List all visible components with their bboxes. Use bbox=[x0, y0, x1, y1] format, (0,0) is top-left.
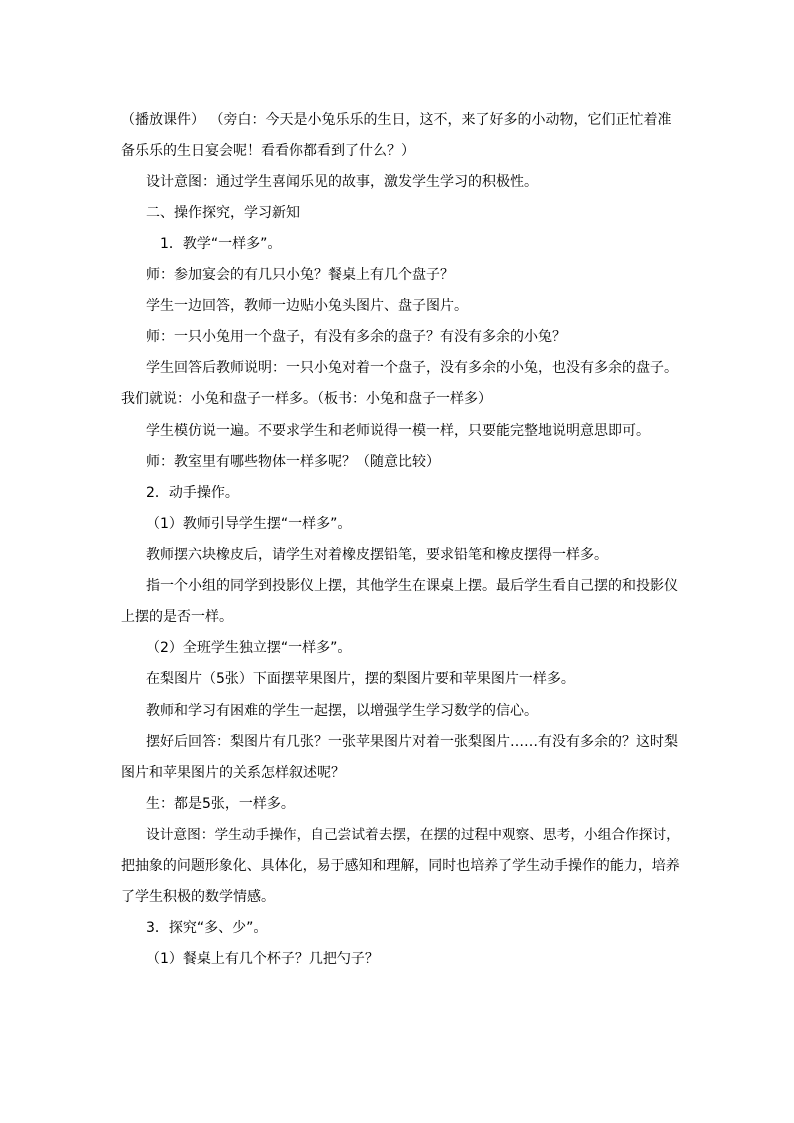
text-line: 师：一只小兔用一个盘子，有没有多余的盘子？有没有多余的小兔？ bbox=[146, 329, 566, 345]
text-line: 了学生积极的数学情感。 bbox=[121, 889, 275, 905]
text-line: 图片和苹果图片的关系怎样叙述呢？ bbox=[121, 765, 345, 781]
text-line: 我们就说：小兔和盘子一样多。（板书：小兔和盘子一样多） bbox=[121, 391, 492, 407]
subsection-heading: 3．探究“多、少”。 bbox=[146, 920, 268, 936]
text-line: （1）教师引导学生摆“一样多”。 bbox=[146, 516, 352, 532]
text-line: 摆好后回答：梨图片有几张？一张苹果图片对着一张梨图片……有没有多余的？这时梨 bbox=[146, 734, 678, 750]
subsection-heading: 2．动手操作。 bbox=[146, 485, 239, 501]
text-line: 师：参加宴会的有几只小兔？餐桌上有几个盘子？ bbox=[146, 267, 454, 283]
text-line: （1）餐桌上有几个杯子？几把勺子？ bbox=[146, 951, 379, 967]
text-line: 生：都是5张，一样多。 bbox=[146, 796, 295, 812]
text-line: 设计意图：通过学生喜闻乐见的故事，激发学生学习的积极性。 bbox=[146, 174, 538, 190]
text-line: 上摆的是否一样。 bbox=[121, 609, 233, 625]
text-line: （播放课件） （旁白：今天是小兔乐乐的生日，这不，来了好多的小动物，它们正忙着准 bbox=[121, 112, 672, 128]
text-line: 设计意图：学生动手操作，自己尝试着去摆，在摆的过程中观察、思考，小组合作探讨， bbox=[146, 827, 680, 843]
section-heading: 二、操作探究，学习新知 bbox=[146, 205, 300, 221]
text-line: 在梨图片（5张）下面摆苹果图片，摆的梨图片要和苹果图片一样多。 bbox=[146, 671, 575, 687]
subsection-heading: 1．教学“一样多”。 bbox=[160, 236, 282, 252]
text-line: 备乐乐的生日宴会呢！看看你都看到了什么？） bbox=[121, 143, 415, 159]
text-line: 学生一边回答，教师一边贴小兔头图片、盘子图片。 bbox=[146, 298, 468, 314]
text-line: 指一个小组的同学到投影仪上摆，其他学生在课桌上摆。最后学生看自己摆的和投影仪 bbox=[146, 578, 678, 594]
text-line: 教师和学习有困难的学生一起摆，以增强学生学习数学的信心。 bbox=[146, 703, 538, 719]
text-line: 学生模仿说一遍。不要求学生和老师说得一模一样，只要能完整地说明意思即可。 bbox=[146, 423, 650, 439]
text-line: 学生回答后教师说明：一只小兔对着一个盘子，没有多余的小兔，也没有多余的盘子。 bbox=[146, 360, 678, 376]
text-line: 教师摆六块橡皮后，请学生对着橡皮摆铅笔，要求铅笔和橡皮摆得一样多。 bbox=[146, 547, 608, 563]
text-line: （2）全班学生独立摆“一样多”。 bbox=[146, 640, 352, 656]
text-line: 把抽象的问题形象化、具体化，易于感知和理解，同时也培养了学生动手操作的能力，培养 bbox=[121, 858, 680, 874]
text-line: 师：教室里有哪些物体一样多呢？（随意比较） bbox=[146, 454, 440, 470]
